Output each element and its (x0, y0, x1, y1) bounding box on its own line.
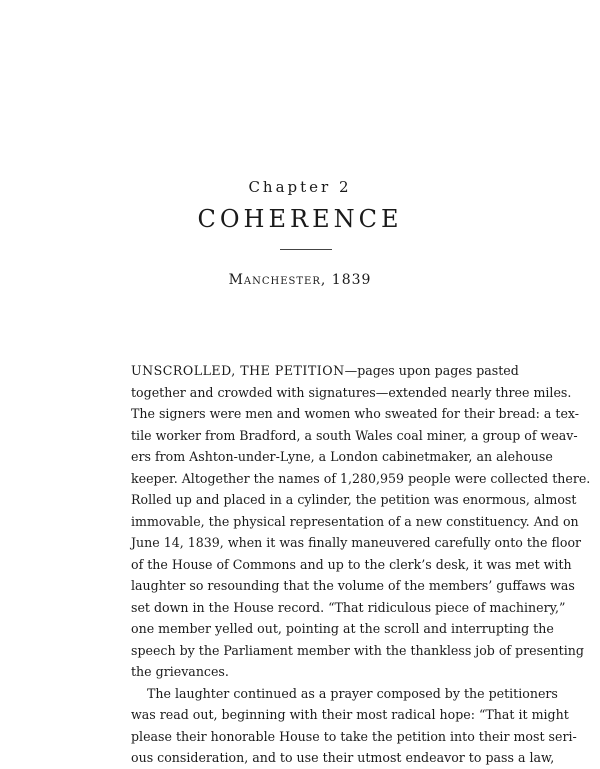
chapter-title: COHERENCE (197, 205, 403, 233)
body-line: ous consideration, and to use their utmost endeavor to pass a law, (131, 750, 555, 765)
body-line: laughter so resounding that the volume of the members’ guffaws was (131, 578, 575, 593)
body-line: tile worker from Bradford, a south Wales coal miner, a group of weav- (131, 427, 578, 443)
body-line: The signers were men and women who sweated for their bread: a tex- (131, 406, 580, 421)
body-line: one member yelled out, pointing at the scroll and interrupting the (131, 621, 554, 636)
title-divider (280, 249, 332, 250)
lead-in-small-caps: UNSCROLLED, THE PETITION (131, 363, 345, 378)
chapter-place-date: Manchester, 1839 (228, 272, 372, 288)
body-line: ers from Ashton-under-Lyne, a London cabinetmaker, an alehouse (131, 449, 553, 464)
body-line: set down in the House record. “That ridiculous piece of machinery,” (131, 599, 566, 615)
body-line: keeper. Altogether the names of 1,280,959 people were collected there. (131, 470, 591, 486)
body-line: was read out, beginning with their most radical hope: “That it might (131, 707, 569, 722)
chapter-body (131, 360, 591, 769)
chapter-number: Chapter 2 (248, 178, 352, 196)
body-line: Rolled up and placed in a cylinder, the petition was enormous, almost (131, 492, 577, 507)
body-line: speech by the Parliament member with the thankless job of presenting (131, 642, 584, 658)
body-line: the grievances. (131, 664, 229, 679)
body-line: immovable, the physical representation of a new constituency. And on (131, 513, 579, 529)
body-line: UNSCROLLED, THE PETITION—pages upon pages pasted (131, 363, 519, 378)
body-line: June 14, 1839, when it was finally maneuvered carefully onto the floor (131, 535, 582, 550)
body-line: together and crowded with signatures—extended nearly three miles. (131, 384, 572, 400)
body-line: please their honorable House to take the petition into their most seri- (131, 728, 577, 744)
body-line: The laughter continued as a prayer composed by the petitioners (147, 685, 558, 701)
body-line: of the House of Commons and up to the clerk’s desk, it was met with (131, 556, 572, 572)
